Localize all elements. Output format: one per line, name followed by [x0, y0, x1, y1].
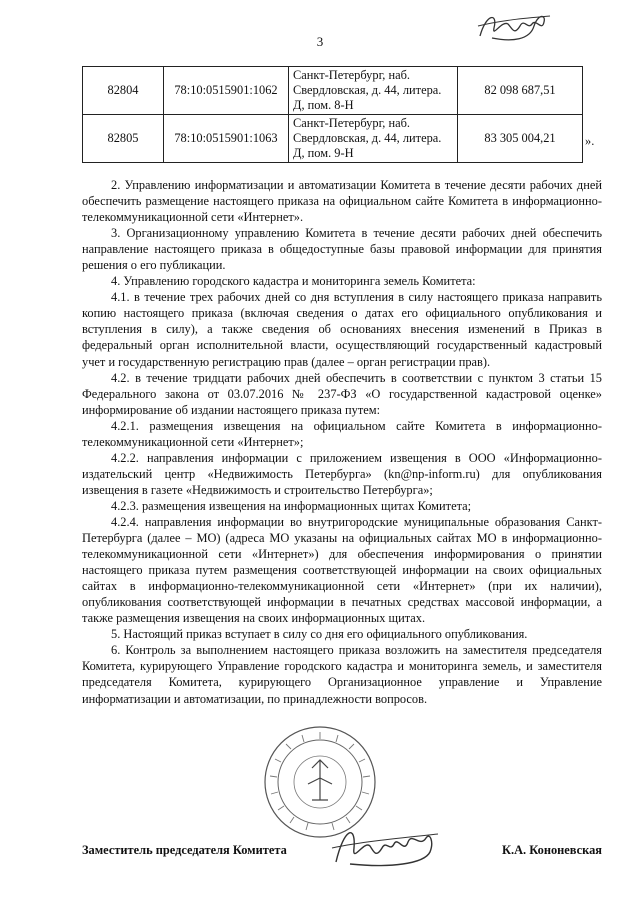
- table-cell-cadastral: 78:10:0515901:1062: [164, 67, 289, 115]
- table-cell-value: 83 305 004,21: [458, 115, 583, 163]
- handwritten-signature: [330, 818, 440, 878]
- table-row: [83, 67, 583, 115]
- table-cell-address: Санкт-Петербург, наб. Свердловская, д. 44, литера. Д, пом. 9-Н: [289, 115, 458, 163]
- table-cell-number: 82804: [83, 67, 164, 115]
- paragraph-3: 3. Организационному управлению Комитета в течение десяти рабочих дней обеспечить направление настоящего приказа в общедоступные базы правовой информации для принятия решения о его публикации.: [82, 226, 602, 273]
- objects-table: [82, 66, 583, 163]
- paragraph-4: 4. Управлению городского кадастра и мониторинга земель Комитета:: [111, 274, 476, 289]
- table-cell-cadastral: 78:10:0515901:1063: [164, 115, 289, 163]
- paragraph-2: 2. Управлению информатизации и автоматизации Комитета в течение десяти рабочих дней обеспечить размещение настоящего приказа на официальном сайте Комитета в информационно-телекоммуникационной сети «Интернет».: [82, 178, 602, 225]
- paragraph-4-2-4: 4.2.4. направления информации во внутригородские муниципальные образования Санкт-Петербурга (далее – МО) (адреса МО указаны на официальных сайтах МО в информационно-телекоммуникационной сети «Интернет») для обеспечения информирования о принятии настоящего приказа путем размещения соответствующей информации на своих официальных сайтах в информационно-телекоммуникационной сети «Интернет» (при их наличии), опубликования соответствующей информации в печатных средствах массовой информации, а также размещения извещения на своих информационных щитах.: [82, 514, 602, 626]
- paragraph-4-2-1: 4.2.1. размещения извещения на официальном сайте Комитета в информационно-телекоммуникационной сети «Интернет»;: [82, 418, 602, 449]
- paragraph-4-1: 4.1. в течение трех рабочих дней со дня вступления в силу настоящего приказа направить копию настоящего приказа (включая сведения о датах его официального опубликования и вступления в силу), а также сведения об основаниях внесения изменений в Приказ в федеральный орган исполнительной власти, осуществляющий государственный кадастровый учет и государственную регистрацию прав (далее – орган регистрации прав).: [82, 290, 602, 369]
- signer-position: Заместитель председателя Комитета: [82, 843, 287, 857]
- document-body: [82, 177, 602, 707]
- paragraph-4-2: 4.2. в течение тридцати рабочих дней обеспечить в соответствии с пунктом 3 статьи 15 Федерального закона от 03.07.2016 № 237-ФЗ «О государственной кадастровой оценке» информирование об издании настоящего приказа путем:: [82, 370, 602, 417]
- paragraph-4-2-3: 4.2.3. размещения извещения на информационных щитах Комитета;: [111, 498, 472, 513]
- closing-quote: ».: [585, 134, 595, 148]
- paragraph-5: 5. Настоящий приказ вступает в силу со дня его официального опубликования.: [111, 627, 528, 642]
- table-cell-address: Санкт-Петербург, наб. Свердловская, д. 44, литера. Д, пом. 8-Н: [289, 67, 458, 115]
- paragraph-4-2-2: 4.2.2. направления информации с приложением извещения в ООО «Информационно-издательский центр «Недвижимость Петербурга» (kn@np-inform.ru) для опубликования извещения в газете «Недвижимость и строительство Петербурга»;: [82, 450, 602, 497]
- table-cell-number: 82805: [83, 115, 164, 163]
- paragraph-6: 6. Контроль за выполнением настоящего приказа возложить на заместителя председателя Комитета, курирующего Управление городского кадастра и мониторинга земель, и заместителя председателя Комитета, курирующего Организационное управление и Управление информатизации и автоматизации, по принадлежности вопросов.: [82, 643, 602, 706]
- signer-name: К.А. Кононевская: [502, 843, 602, 857]
- table-cell-value: 82 098 687,51: [458, 67, 583, 115]
- table-row: [83, 115, 583, 163]
- page-number: 3: [316, 34, 324, 49]
